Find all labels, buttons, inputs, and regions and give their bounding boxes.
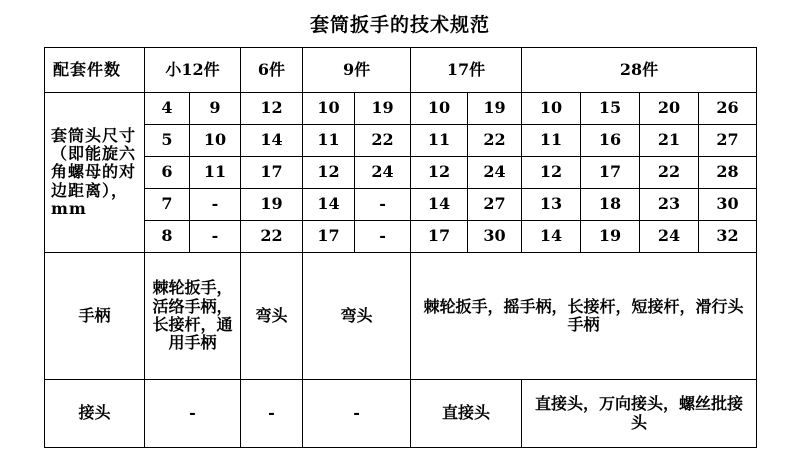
size-cell: 6 [145,157,190,189]
size-cell: 32 [699,221,757,253]
set-count-label: 配套件数 [45,48,145,93]
size-cell: 20 [640,93,699,125]
size-cell: 19 [581,221,640,253]
size-cell: 19 [468,93,522,125]
size-cell: - [190,189,241,221]
size-cell: 22 [241,221,303,253]
size-cell: - [355,189,411,221]
size-cell: 28 [699,157,757,189]
size-cell: 24 [355,157,411,189]
size-cell: 5 [145,125,190,157]
size-cell: 19 [355,93,411,125]
spec-table [44,47,757,448]
socket-size-label: 套筒头尺寸（即能旋六角螺母的对边距离），mm [45,93,145,253]
size-cell: 12 [411,157,468,189]
page-title: 套筒扳手的技术规范 [309,14,490,36]
size-cell: 12 [303,157,355,189]
size-row [45,189,757,221]
size-cell: 10 [303,93,355,125]
size-cell: 22 [355,125,411,157]
size-cell: 30 [468,221,522,253]
handle-9: 弯头 [303,253,411,380]
size-row [45,93,757,125]
size-row [45,125,757,157]
size-cell: 13 [522,189,581,221]
size-cell: 27 [699,125,757,157]
group-6: 6件 [241,48,303,93]
size-cell: 9 [190,93,241,125]
size-cell: - [355,221,411,253]
size-cell: 16 [581,125,640,157]
size-cell: - [190,221,241,253]
handle-row [45,253,757,380]
joint-small12: - [145,380,241,448]
size-row [45,221,757,253]
size-cell: 22 [640,157,699,189]
size-cell: 19 [241,189,303,221]
size-row [45,157,757,189]
joint-17: 直接头 [411,380,522,448]
size-cell: 26 [699,93,757,125]
size-cell: 27 [468,189,522,221]
header-row [45,48,757,93]
size-cell: 18 [581,189,640,221]
size-cell: 14 [303,189,355,221]
size-cell: 22 [468,125,522,157]
size-cell: 10 [411,93,468,125]
size-cell: 24 [468,157,522,189]
size-cell: 11 [411,125,468,157]
handle-17-28: 棘轮扳手，摇手柄，长接杆，短接杆，滑行头手柄 [411,253,757,380]
size-cell: 10 [190,125,241,157]
joint-6: - [241,380,303,448]
handle-6: 弯头 [241,253,303,380]
size-cell: 17 [303,221,355,253]
size-cell: 14 [241,125,303,157]
group-17: 17件 [411,48,522,93]
handle-label: 手柄 [45,253,145,380]
size-cell: 17 [411,221,468,253]
size-cell: 17 [581,157,640,189]
joint-row [45,380,757,448]
size-cell: 11 [190,157,241,189]
joint-label: 接头 [45,380,145,448]
size-cell: 4 [145,93,190,125]
size-cell: 10 [522,93,581,125]
size-cell: 17 [241,157,303,189]
size-cell: 7 [145,189,190,221]
size-cell: 24 [640,221,699,253]
size-cell: 11 [303,125,355,157]
group-9: 9件 [303,48,411,93]
handle-small12: 棘轮扳手，活络手柄，长接杆，通用手柄 [145,253,241,380]
size-cell: 14 [522,221,581,253]
size-cell: 11 [522,125,581,157]
joint-9: - [303,380,411,448]
size-cell: 12 [522,157,581,189]
size-cell: 12 [241,93,303,125]
size-cell: 8 [145,221,190,253]
size-cell: 30 [699,189,757,221]
size-cell: 21 [640,125,699,157]
group-28: 28件 [522,48,757,93]
joint-28: 直接头，万向接头，螺丝批接头 [522,380,757,448]
group-small12: 小12件 [145,48,241,93]
size-cell: 14 [411,189,468,221]
size-cell: 15 [581,93,640,125]
size-cell: 23 [640,189,699,221]
